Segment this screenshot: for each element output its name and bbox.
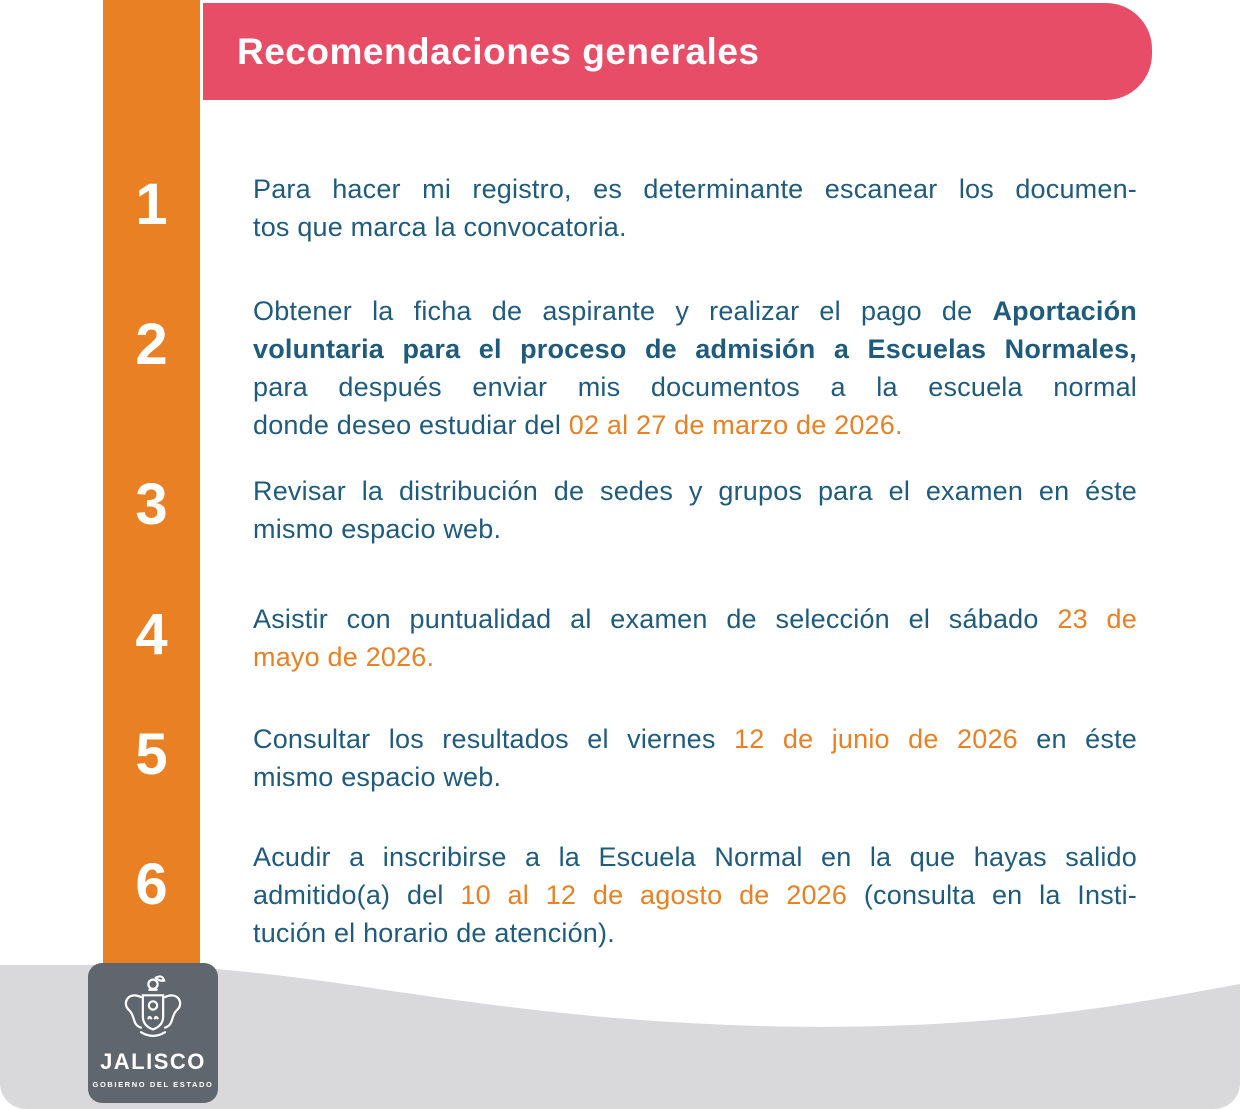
logo-subtitle: GOBIERNO DEL ESTADO: [92, 1080, 214, 1089]
body-text: mismo espacio web.: [253, 762, 502, 792]
recommendation-item-6: [253, 838, 1137, 952]
text-line: [253, 914, 1137, 952]
jalisco-crest-icon: [115, 975, 191, 1047]
body-text: donde deseo estudiar del: [253, 410, 569, 440]
body-text: tución el horario de atención).: [253, 918, 615, 948]
text-line: [253, 720, 1137, 758]
body-text: para después enviar mis documentos a la escuela normal: [253, 372, 1137, 402]
body-text: Consultar los resultados el viernes: [253, 724, 734, 754]
body-text: voluntaria para el proceso de admisión a Escuelas Normales,: [253, 334, 1137, 364]
item-number-3: 3: [135, 472, 168, 537]
item-number-5: 5: [135, 722, 168, 787]
text-line: [253, 170, 1137, 208]
body-text: tos que marca la convocatoria.: [253, 212, 627, 242]
item-number-4: 4: [135, 602, 168, 667]
body-text: Acudir a inscribirse a la Escuela Normal en la que hayas salido: [253, 842, 1137, 872]
body-text: Para hacer mi registro, es determinante escanear los documen-: [253, 174, 1137, 204]
highlight-date-text: mayo de 2026.: [253, 642, 435, 672]
text-line: [253, 472, 1137, 510]
item-number-2: 2: [135, 312, 168, 377]
jalisco-logo-badge: [88, 963, 218, 1103]
body-text: mismo espacio web.: [253, 514, 502, 544]
body-text: (consulta en la Insti-: [847, 880, 1137, 910]
recommendation-item-4: [253, 600, 1137, 676]
item-number-6: 6: [135, 852, 168, 917]
highlight-date-text: 23 de: [1057, 604, 1137, 634]
highlight-date-text: 12 de junio de 2026: [734, 724, 1018, 754]
highlight-date-text: 10 al 12 de agosto de 2026: [460, 880, 848, 910]
text-line: [253, 208, 1137, 246]
text-line: [253, 368, 1137, 406]
recommendation-item-1: [253, 170, 1137, 246]
text-line: [253, 330, 1137, 368]
text-line: [253, 638, 1137, 676]
text-line: [253, 876, 1137, 914]
text-line: [253, 600, 1137, 638]
header-banner: [203, 3, 1152, 100]
text-line: [253, 838, 1137, 876]
page-title: Recomendaciones generales: [237, 30, 760, 72]
body-text: Revisar la distribución de sedes y grupos para el examen en éste: [253, 476, 1137, 506]
body-text: en éste: [1017, 724, 1137, 754]
text-line: [253, 292, 1137, 330]
text-line: [253, 758, 1137, 796]
body-text: Asistir con puntualidad al examen de selección el sábado: [253, 604, 1058, 634]
body-text: Aportación: [992, 296, 1137, 326]
highlight-date-text: 02 al 27 de marzo de 2026.: [568, 410, 903, 440]
item-number-1: 1: [135, 172, 168, 237]
recommendation-item-3: [253, 472, 1137, 548]
text-line: [253, 406, 1137, 444]
logo-title: JALISCO: [100, 1049, 206, 1074]
recommendation-item-5: [253, 720, 1137, 796]
recommendation-item-2: [253, 292, 1137, 444]
body-text: Obtener la ficha de aspirante y realizar el pago de: [253, 296, 993, 326]
body-text: admitido(a) del: [253, 880, 461, 910]
text-line: [253, 510, 1137, 548]
